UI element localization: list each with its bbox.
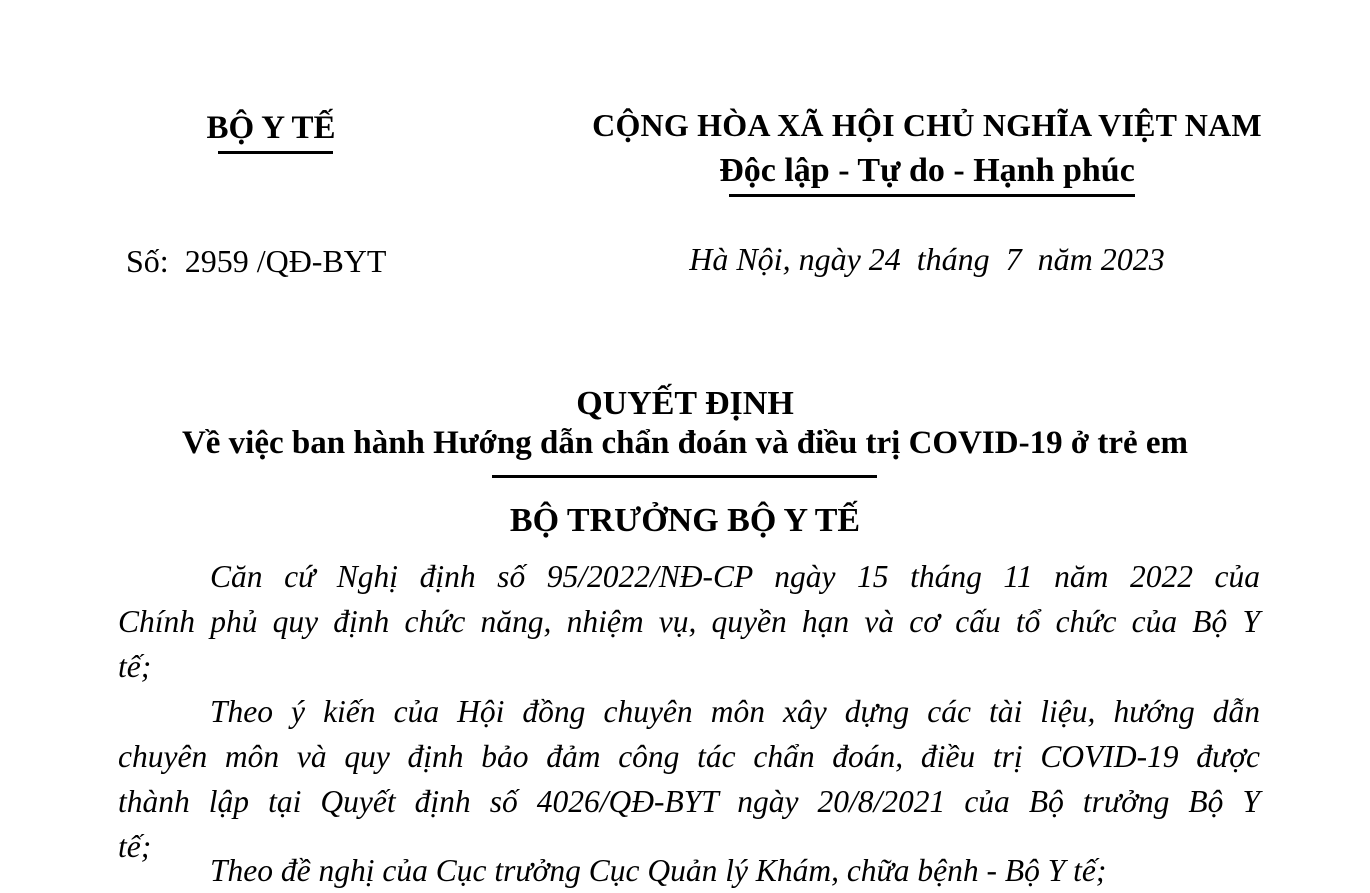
text-line: tế; bbox=[118, 829, 152, 864]
text-line: Theo ý kiến của Hội đồng chuyên môn xây dựng các tài liệu, hướng dẫn bbox=[210, 694, 1260, 729]
document-number: Số: 2959 /QĐ-BYT bbox=[126, 243, 387, 279]
legal-basis-paragraph-2 bbox=[118, 689, 1260, 869]
place-and-date: Hà Nội, ngày 24 tháng 7 năm 2023 bbox=[689, 241, 1165, 277]
text-line: Căn cứ Nghị định số 95/2022/NĐ-CP ngày 15 tháng 11 năm 2022 của bbox=[210, 559, 1260, 594]
national-motto: Độc lập - Tự do - Hạnh phúc bbox=[719, 152, 1135, 189]
text-line: Chính phủ quy định chức năng, nhiệm vụ, quyền hạn và cơ cấu tổ chức của Bộ Y bbox=[118, 604, 1260, 639]
legal-basis-paragraph-1 bbox=[118, 554, 1260, 689]
issuing-org-underline bbox=[218, 151, 333, 154]
title-block bbox=[114, 385, 1256, 463]
issuing-org-name: BỘ Y TẾ bbox=[206, 110, 336, 146]
text-line: chuyên môn và quy định bảo đảm công tác chẩn đoán, điều trị COVID-19 được bbox=[118, 739, 1260, 774]
document-kind-title: QUYẾT ĐỊNH bbox=[576, 385, 794, 422]
title-divider-rule bbox=[492, 475, 877, 478]
legal-basis-paragraph-3-partial: Theo đề nghị của Cục trưởng Cục Quản lý Khám, chữa bệnh - Bộ Y tế; bbox=[210, 853, 1107, 888]
text-line: thành lập tại Quyết định số 4026/QĐ-BYT ngày 20/8/2021 của Bộ trưởng Bộ Y bbox=[118, 784, 1260, 819]
document-subject-title: Về việc ban hành Hướng dẫn chẩn đoán và điều trị COVID-19 ở trẻ em bbox=[181, 425, 1189, 461]
national-motto-underline bbox=[729, 194, 1135, 197]
issuing-authority-title: BỘ TRƯỞNG BỘ Y TẾ bbox=[509, 502, 861, 539]
national-title: CỘNG HÒA XÃ HỘI CHỦ NGHĨA VIỆT NAM bbox=[592, 107, 1262, 143]
text-line: tế; bbox=[118, 649, 152, 684]
document-body bbox=[118, 554, 1260, 869]
